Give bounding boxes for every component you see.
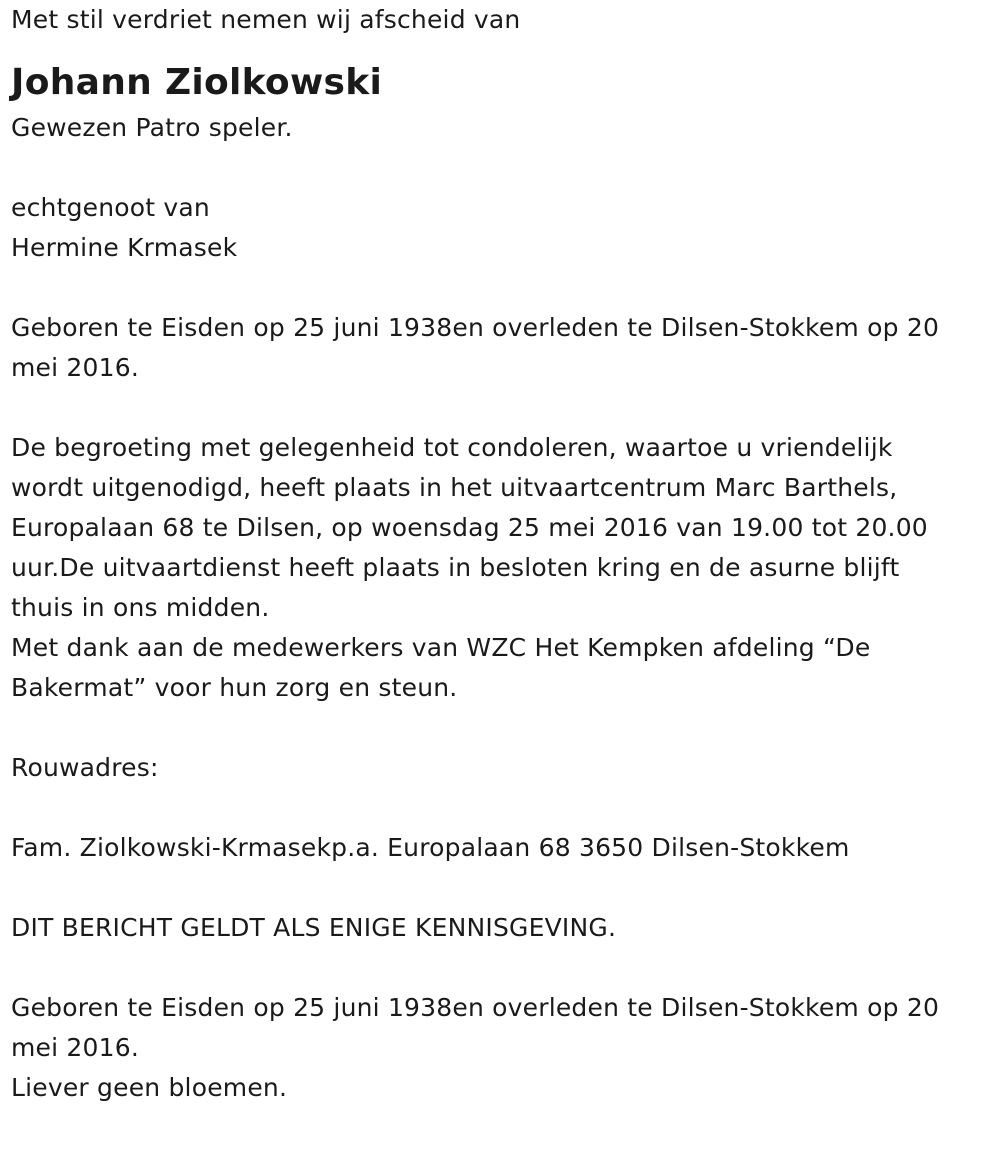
- greeting-line: De begroeting met gelegenheid tot condoleren, waartoe u vriendelijk: [11, 433, 893, 462]
- greeting-line: thuis in ons midden.: [11, 593, 270, 622]
- greeting-line: Met dank aan de medewerkers van WZC Het Kempken afdeling “De: [11, 633, 871, 662]
- greeting-line: uur.De uitvaartdienst heeft plaats in besloten kring en de asurne blijft: [11, 553, 900, 582]
- spouse-label: echtgenoot van: [11, 193, 210, 222]
- spacer: [11, 708, 986, 748]
- spacer: [11, 388, 986, 428]
- closing-line: Geboren te Eisden op 25 juni 1938en overleden te Dilsen-Stokkem op 20: [11, 993, 940, 1022]
- greeting-line: Europalaan 68 te Dilsen, op woensdag 25 mei 2016 van 19.00 tot 20.00: [11, 513, 928, 542]
- address-text: Fam. Ziolkowski-Krmasekp.a. Europalaan 68 3650 Dilsen-Stokkem: [11, 833, 850, 862]
- greeting-line: wordt uitgenodigd, heeft plaats in het uitvaartcentrum Marc Barthels,: [11, 473, 898, 502]
- greeting-line: Bakermat” voor hun zorg en steun.: [11, 673, 458, 702]
- death-notice: [11, 0, 986, 1108]
- deceased-name: Johann Ziolkowski: [11, 62, 383, 103]
- birth-death-line: mei 2016.: [11, 353, 139, 382]
- notice-text: DIT BERICHT GELDT ALS ENIGE KENNISGEVING.: [11, 913, 617, 942]
- spacer: [11, 268, 986, 308]
- spacer: [11, 148, 986, 188]
- address-label: Rouwadres:: [11, 753, 159, 782]
- spacer: [11, 788, 986, 828]
- spacer: [11, 868, 986, 908]
- spacer: [11, 948, 986, 988]
- intro-text: Met stil verdriet nemen wij afscheid van: [11, 5, 521, 34]
- closing-line: mei 2016.: [11, 1033, 139, 1062]
- closing-line: Liever geen bloemen.: [11, 1073, 288, 1102]
- birth-death-line: Geboren te Eisden op 25 juni 1938en overleden te Dilsen-Stokkem op 20: [11, 313, 940, 342]
- spouse-name: Hermine Krmasek: [11, 233, 238, 262]
- deceased-subtitle: Gewezen Patro speler.: [11, 113, 293, 142]
